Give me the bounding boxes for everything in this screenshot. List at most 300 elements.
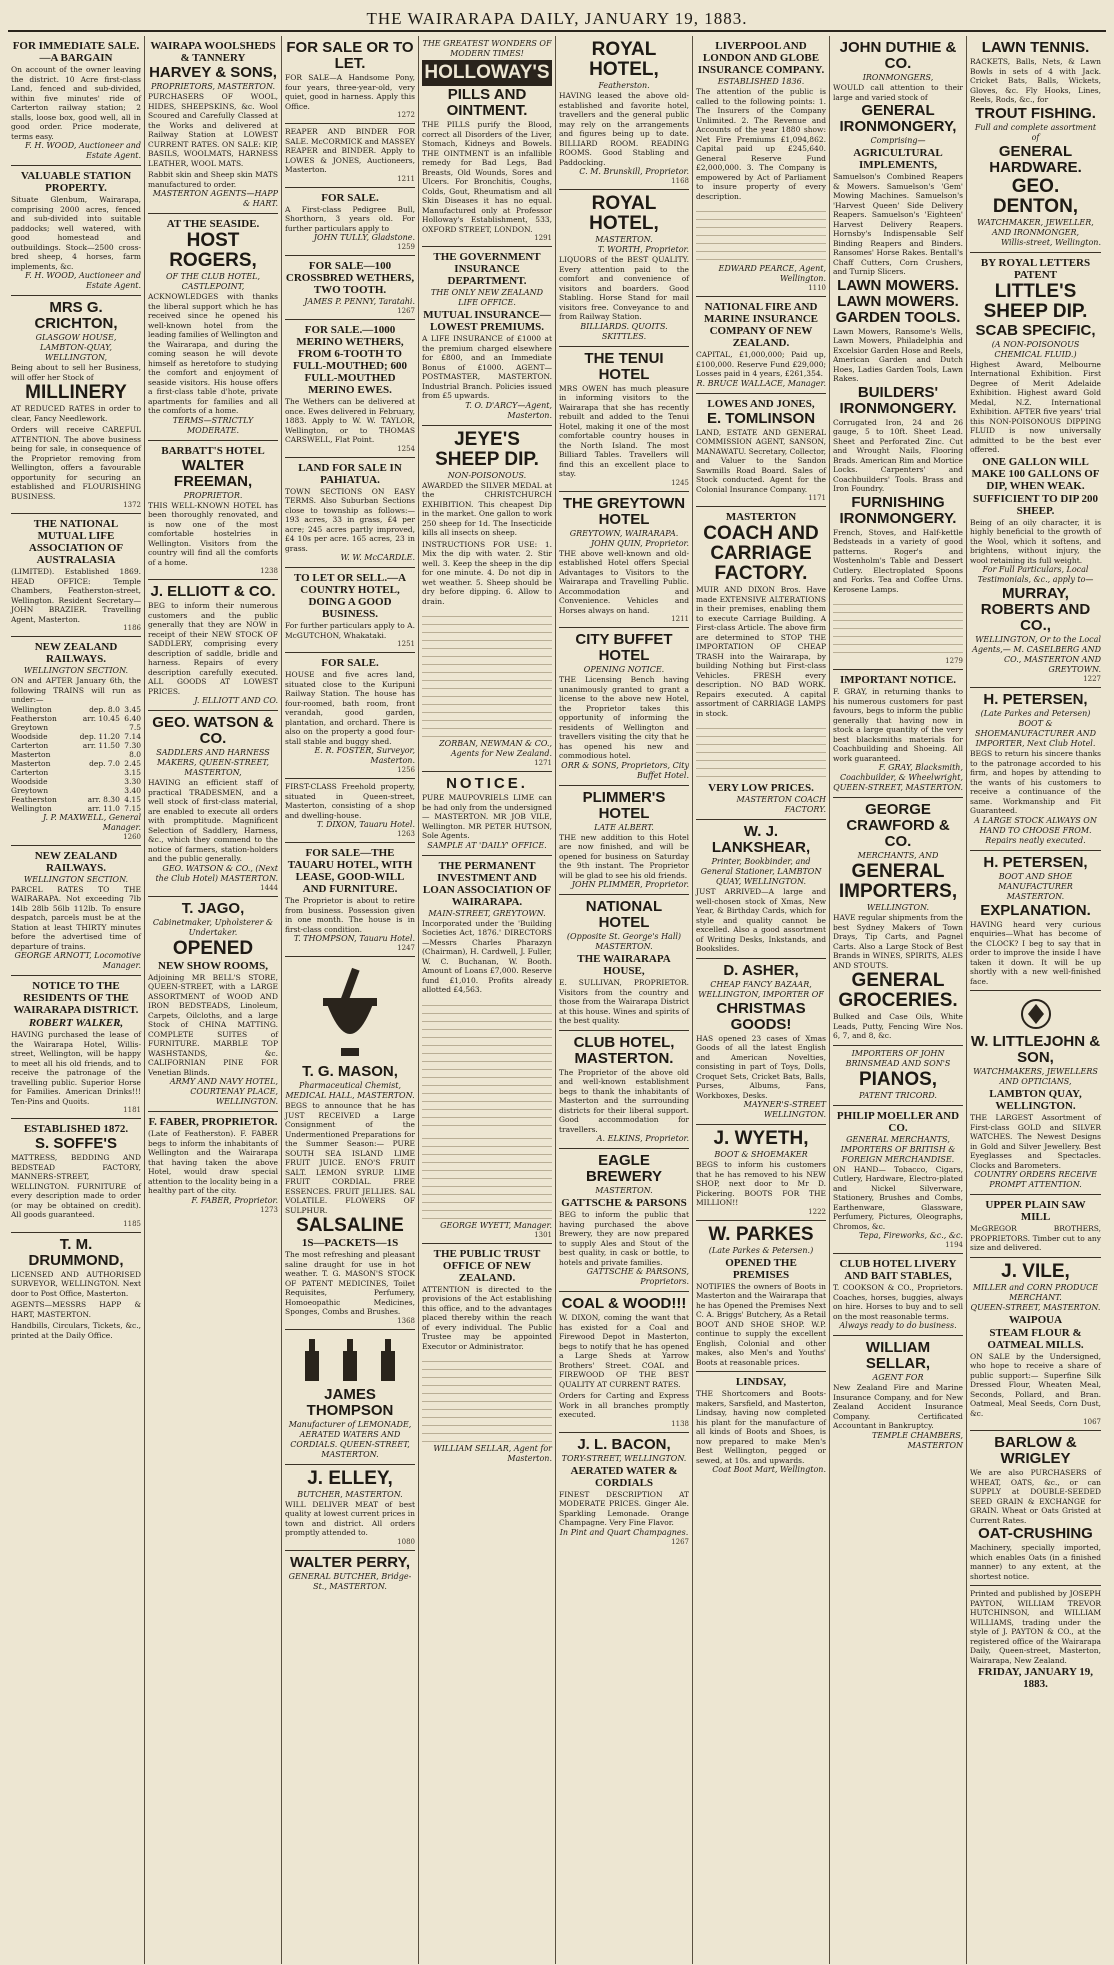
ad-title: LIVERPOOL AND LONDON AND GLOBE INSURANCE COMPANY. xyxy=(697,40,825,76)
ad-note: ON and AFTER January 6th, the following TRAINS will run as under:— xyxy=(11,676,141,704)
ad-title: J. WYETH, xyxy=(713,1128,809,1149)
ad-national-mutual xyxy=(11,514,141,637)
ad-signature: ZORBAN, NEWMAN & CO., Agents for New Zealand. xyxy=(439,739,552,758)
ad-title: FOR IMMEDIATE SALE.—A BARGAIN xyxy=(12,40,140,64)
ad-title: THE PUBLIC TRUST OFFICE OF NEW ZEALAND. xyxy=(433,1247,541,1284)
ad-signature: T. O. D'ARCY—Agent, Masterton. xyxy=(465,400,552,420)
ad-title: WILLIAM SELLAR, xyxy=(865,1339,931,1372)
ad-subtitle: TORY-STREET, WELLINGTON. xyxy=(561,1453,687,1463)
ad-number: 1267 xyxy=(397,307,415,315)
ad-soffe xyxy=(11,1119,141,1233)
ad-body: Adjoining MR BELL'S STORE, QUEEN-STREET, with a LARGE ASSORTMENT of WOOD AND IRON BEDSTEADS, Linoleum, Carpets, Oilcloths, and a large Stock of CHINA MATTING. COMPLETE SUITES of FURNITURE. MARBLE TOP WASHSTANDS, &c. CALIFORNIAN PINE FOR Venetian Blinds. xyxy=(148,972,278,1077)
ad-subtitle: ESTABLISHED 1836. xyxy=(717,77,805,86)
ad-number: 1222 xyxy=(808,1207,826,1216)
ad-title: CLUB HOTEL, MASTERTON. xyxy=(573,1033,675,1067)
station-name: Wellington xyxy=(11,803,52,813)
ad-number: 1211 xyxy=(397,174,415,183)
ad-line: A LARGE STOCK ALWAYS ON HAND TO CHOOSE FROM. Repairs neatly executed. xyxy=(974,815,1097,845)
ad-subtitle: AGENT FOR xyxy=(872,1373,924,1382)
timetable-row xyxy=(11,741,141,750)
ad-notice-lime xyxy=(422,772,552,856)
text-block xyxy=(422,1354,552,1444)
ad-immediate-sale xyxy=(11,36,141,166)
ad-body: WOULD call attention to their large and varied stock of xyxy=(833,83,963,102)
ad-title: BARLOW & WRIGLEY xyxy=(994,1434,1077,1467)
ad-title: JOHN DUTHIE & CO. xyxy=(839,39,957,72)
ad-number: 1227 xyxy=(1083,675,1101,683)
ad-number: 1259 xyxy=(397,243,415,251)
ad-number: 1168 xyxy=(671,177,689,185)
ad-moeller xyxy=(833,1106,963,1255)
ad-name: S. SOFFE'S xyxy=(35,1135,117,1152)
ad-subtitle: (Opposite St. George's Hall) MASTERTON. xyxy=(566,932,682,951)
ad-body: Lawn Mowers, Ransome's Wells, Lawn Mowers, Philadelphia and Excelsior Garden Hose and Reels, American Garden and Dutch Hoes, Ladies Garden Tools, Lawn Rakes. xyxy=(833,326,963,383)
ad-line: Orders for Carting and Express Work in all branches promptly executed. xyxy=(559,1391,689,1419)
ad-number: 1110 xyxy=(808,284,826,292)
ad-number: 1260 xyxy=(123,832,141,841)
masthead-title: THE WAIRARAPA DAILY, JANUARY 19, 1883. xyxy=(8,8,1106,32)
column-7 xyxy=(830,36,967,1964)
ad-jago xyxy=(148,897,278,1113)
station-name: Masterton xyxy=(11,758,51,768)
ad-subtitle: BUTCHER, MASTERTON. xyxy=(297,1489,403,1499)
ad-title: THE TENUI HOTEL xyxy=(584,349,664,383)
ad-body: BEGS to announce that he has JUST RECEIVED a Large Consignment of the Undermentioned Preparations for the Summer Season:— PURE SOUTH SEA ISLAND LIME FRUIT JUICE. ENO'S FRUIT SALT. LEMON SYRUP. LIME FRUIT CORDIAL. FREE ESSENCES. FRUIT JELLIES. SAL VOLATILE. FLOWERS OF SULPHUR. xyxy=(285,1101,415,1215)
ad-signature: WELLINGTON, Or to the Local Agents,— M. CASELBERG AND CO., MASTERTON AND GREYTOWN. xyxy=(972,635,1101,674)
ad-body: LICENSED AND AUTHORISED SURVEYOR, WELLINGTON. Next door to Post Office, Masterton. xyxy=(11,1269,141,1298)
columns xyxy=(8,36,1106,1964)
ad-title: FOR SALE. xyxy=(321,191,379,204)
ad-subtitle: THE ONLY NEW ZEALAND LIFE OFFICE. xyxy=(430,288,544,307)
station-name: Featherston xyxy=(11,794,57,804)
ad-body: The attention of the public is called to the following points: 1. The Insurers of the Company Unlimited. 2. The Revenue and Accounts of the year 1880 show: Net Fire Premiums £1,094,862. Capital paid up £245,640. General Reserve Fund £2,000,000. 3. The Company is empowered by Act of Parliament to insure property of every description. xyxy=(696,87,826,201)
ad-body: JUST ARRIVED—A large and well-chosen stock of Xmas, New Year, & Birthday Cards, which for style and quality cannot be excelled. Also a good assortment of Writing Desks, Inkstands, and Bookslides. xyxy=(696,887,826,953)
ad-body: FOR SALE—A Handsome Pony, four years, three-year-old, very quiet, good in harness. Apply this Office. xyxy=(285,73,415,111)
station-name: Carterton xyxy=(11,740,49,750)
ad-body: CAPITAL, £1,000,000; Paid up, £100,000. Reserve Fund £29,000; Losses paid in 4 years, £261,354. xyxy=(696,350,826,378)
ad-body: BEG to inform the public that having purchased the above Brewery, they are now prepared to supply Ales and Stout of the best quality, in cask or bottle, to hotels and private families. xyxy=(559,1210,689,1267)
ad-signature: A. ELKINS, Proprietor. xyxy=(596,1134,689,1143)
ad-drummond xyxy=(11,1233,141,1345)
column-3 xyxy=(282,36,419,1964)
ad-body: Being of an oily character, it is highly beneficial to the growth of the Wool, which it softens, and brightens, without injury, the wool retaining its full weight. xyxy=(970,517,1101,565)
ad-line: COUNTRY ORDERS RECEIVE PROMPT ATTENTION. xyxy=(974,1170,1097,1189)
ad-section-title: FURNISHING IRONMONGERY. xyxy=(839,493,957,527)
ad-subtitle: THE GREATEST WONDERS OF MODERN TIMES! xyxy=(422,39,552,58)
train-time: dep. 11.20 xyxy=(79,731,120,741)
ad-pony-for-sale xyxy=(285,36,415,124)
ad-title: NATIONAL FIRE AND MARINE INSURANCE COMPANY OF NEW ZEALAND. xyxy=(704,301,818,349)
ad-subtitle: MERCHANTS, AND xyxy=(857,851,939,860)
station-name: Wellington xyxy=(11,704,52,714)
ad-subtitle: MASTERTON. xyxy=(595,1186,653,1195)
ad-title: NOTICE TO THE RESIDENTS OF THE WAIRARAPA DISTRICT. xyxy=(13,980,139,1016)
ad-subtitle: MILLER and CORN PRODUCE MERCHANT. xyxy=(972,1282,1099,1302)
ad-body: HAVING heard very curious enquiries—What has become of the CLOCK? I beg to say that in order to improve the inside I have taken it down. It will be up shortly with a new well-finished face. xyxy=(970,919,1101,986)
ad-line: SUFFICIENT TO DIP 200 SHEEP. xyxy=(972,492,1098,517)
ad-body: MATTRESS, BEDDING AND BEDSTEAD FACTORY, MANNERS-STREET, WELLINGTON. FURNITURE of every description made to order (or may be obtained on credit). All goods guaranteed. xyxy=(11,1153,141,1219)
ad-body: LAND, ESTATE AND GENERAL COMMISSION AGENT, SANSON, MANAWATU. Secretary, Collector, and Valuer to the Sandon Sawmills Road Board. Sales of Stock conducted. Agent for the Colonial Insurance Company. xyxy=(696,427,826,494)
ad-body: Machinery, specially imported, which enables Oats (in a finished manner) to any extent, at the shortest notice. xyxy=(970,1543,1101,1581)
ad-signature: Tepa, Fireworks, &c., &c. xyxy=(859,1231,963,1240)
ad-title: PLIMMER'S HOTEL xyxy=(582,788,666,822)
ad-eagle-brewery xyxy=(559,1149,689,1292)
ad-headline: GENERAL HARDWARE. xyxy=(989,142,1082,176)
ad-name: ROBERT WALKER, xyxy=(28,1017,124,1029)
ad-crichton xyxy=(11,296,141,514)
ad-subtitle: MAIN-STREET, GREYTOWN. xyxy=(428,908,546,918)
ad-lankshear xyxy=(696,820,826,959)
ad-title: THE PERMANENT INVESTMENT AND LOAN ASSOCIATION OF WAIRARAPA. xyxy=(422,859,552,908)
ad-number: 1171 xyxy=(808,494,826,502)
ad-body: RACKETS, Balls, Nets, & Lawn Bowls in sets of 4 with Jack. Cricket Bats, Balls, Wickets, Gloves, &c. Fly Hooks, Lines, Reels, Rods, &c., for xyxy=(970,57,1101,104)
ad-signature: T. THOMPSON, Tauaru Hotel. xyxy=(293,934,415,943)
ad-title: MRS G. CRICHTON, xyxy=(34,299,118,332)
ad-elliott xyxy=(148,580,278,711)
ad-headline: CHRISTMAS GOODS! xyxy=(716,999,806,1033)
ad-body: WILL DELIVER MEAT of best quality at lowest current prices in town and district. All orders promptly attended to. xyxy=(285,1499,415,1537)
ad-royal-featherston xyxy=(559,36,689,190)
ad-number: 1211 xyxy=(671,615,689,623)
ad-number: 1372 xyxy=(123,501,141,509)
train-time: 3.40 xyxy=(124,785,141,795)
ad-body: AWARDED the SILVER MEDAL at the CHRISTCHURCH EXHIBITION. This cheapest Dip in the market. One gallon to work 250 sheep for 1d. The Insecticide kills all insects on sheep. xyxy=(422,480,552,537)
train-time: dep. 8.0 xyxy=(89,704,120,714)
ad-parkes xyxy=(696,1221,826,1373)
ad-faber xyxy=(148,1112,278,1218)
ad-title: IMPORTANT NOTICE. xyxy=(840,674,956,686)
ad-title: BY ROYAL LETTERS PATENT xyxy=(980,256,1091,281)
ad-reaper xyxy=(285,124,415,188)
ad-signature: Willis-street, Wellington. xyxy=(1000,237,1101,247)
ad-subtitle: Printer, Bookbinder, and General Stationer, LAMBTON QUAY, WELLINGTON. xyxy=(700,857,822,886)
ad-title: T. JAGO, xyxy=(181,899,245,917)
ad-body: Orders will receive CAREFUL ATTENTION. The above business being for sale, in consequence of the Proprietor removing from Wellington, offers a favourable opportunity for securing an established and FLOURISHING BUSINESS. xyxy=(11,425,141,501)
ad-signature: JOHN PLIMMER, Proprietor. xyxy=(571,880,689,889)
ad-signature: T. DIXON, Tauaru Hotel. xyxy=(316,820,415,829)
ad-title: FOR SALE—100 CROSSBRED WETHERS, TWO TOOTH. xyxy=(285,260,415,296)
ad-section-title: SCAB SPECIFIC, xyxy=(975,321,1096,339)
ad-petersen-explanation xyxy=(970,851,1101,992)
ad-body: MRS OWEN has much pleasure in informing visitors to the Wairarapa that she has recently rebuilt and added to the Tenui Hotel, making it one of the most comfortable country houses in the North Island. The most Billiard Tables. Travellers will find this an excellent place to stay. xyxy=(559,383,689,478)
ad-subtitle: PATENT TRICORD. xyxy=(859,1090,937,1100)
ad-house-for-sale xyxy=(285,653,415,779)
ad-body: ACKNOWLEDGES with thanks the liberal support which he has received since he opened his well-known hotel from the leading families of Wellington and the Wairarapa, and during the coming season he will devote himself as heretofore to studying the comfort and enjoyment of seaside visitors. His house offers a first-class table d'hote, private apartments for families and all the comforts of a home. xyxy=(148,292,278,415)
ad-barlow-wrigley xyxy=(970,1431,1101,1586)
ad-signature: GEORGE ARNOTT, Locomotive Manager. xyxy=(14,951,141,970)
ad-littlejohn xyxy=(970,991,1101,1195)
ad-signature: Coat Boot Mart, Wellington. xyxy=(712,1465,826,1474)
ad-body: The Proprietor is about to retire from business. Possession given in one month. The house is in first-class condition. xyxy=(285,896,415,934)
ad-body: The most refreshing and pleasant saline draught for use in hot weather. T. G. MASON'S STOCK OF PATENT MEDICINES, Toilet Requisites, Perfumery, Homoeopathic Medicines, Sponges, Combs and Brushes. xyxy=(285,1250,415,1316)
ad-body: We are also PURCHASERS of WHEAT, OATS, &c., or can SUPPLY at DOUBLE-SEEDED SEED GRAIN & EXCHANGE for GRAIN. Wheat or Oats Gristed at Current Rates. xyxy=(970,1468,1101,1525)
ad-body: THE LARGEST Assortment of First-class GOLD and SILVER WATCHES. The Newest Designs in Gold and Silver Jewellery. Best Eyeglasses and Spectacles. Clocks and Barometers. xyxy=(970,1113,1101,1170)
ad-asher xyxy=(696,959,826,1126)
ad-number: 1247 xyxy=(397,944,415,952)
ad-line: WELLINGTON. xyxy=(866,903,930,912)
train-time xyxy=(69,786,120,795)
ad-body: A First-class Pedigree Bull, Shorthorn, 3 years old. For further particulars apply to xyxy=(285,204,415,233)
ad-body: Samuelson's Combined Reapers & Mowers. Samuelson's 'Gem' Mowing Machines. Samuelson's 'Harvest Queen' Side Delivery Reapers. Samuelson's 'Eighteen' Harvest Delivery Reapers. Hornsby's Indispensable Self Binding Reapers and Binders. Ransomes' Horse Rakes. Bentall's Chaff Cutters, Corn Crushers, and Turnip Slicers. xyxy=(833,172,963,276)
ad-harvey-sons xyxy=(148,36,278,214)
ad-subtitle: Pharmaceutical Chemist, MEDICAL HALL, MASTERTON. xyxy=(285,1081,415,1100)
ad-title: NOTICE. xyxy=(446,775,528,792)
ad-section-title: GENERAL GROCERIES. xyxy=(838,970,958,1011)
ad-plimmer-hotel xyxy=(559,786,689,896)
ad-headline: HARVEY & SONS, xyxy=(149,64,277,81)
ad-body: ATTENTION is directed to the provisions of the Act establishing this office, and to the advantages placed thereby within the reach of every individual. The Public Trustee may be appointed Executor or Administrator. xyxy=(422,1284,552,1351)
column-6 xyxy=(693,36,830,1964)
ad-number: 1368 xyxy=(397,1316,415,1325)
ad-body: REAPER AND BINDER FOR SALE. McCORMICK and MASSEY REAPER and BINDER. Apply to LOWES & JONES, Auctioneers, Masterton. xyxy=(285,127,415,174)
ad-freehold xyxy=(285,779,415,843)
ad-coal-wood xyxy=(559,1292,689,1433)
ad-tauaru-hotel xyxy=(285,843,415,957)
ad-subtitle: LATE ALBERT. xyxy=(594,822,654,832)
ad-headline: WALTER FREEMAN, xyxy=(173,456,253,490)
ad-merino-wethers xyxy=(285,320,415,458)
ad-number: 1080 xyxy=(397,1537,415,1546)
train-time: 7.15 xyxy=(124,803,141,813)
ad-body: PURCHASERS OF WOOL, HIDES, SHEEPSKINS, &c. Wool Scoured and Carefully Classed at the Works and delivered at Railway Station at LOWEST CURRENT RATES. ON SALE: KIP, BASILS, WOOLMATS, HARNESS LEATHER, WOOL MATS. xyxy=(148,92,278,168)
ad-title: J. ELLEY, xyxy=(307,1467,393,1489)
ad-body: On account of the owner leaving the district. 10 Acre first-class Land, fenced and sub-divided, within five minutes' ride of Carterton railway station; 2 stalls, loose box, good well, all in good order. Price moderate, terms easy. xyxy=(11,65,141,141)
ad-title: W. J. LANKSHEAR, xyxy=(711,823,811,856)
ad-subtitle: Featherston. xyxy=(598,81,650,90)
ad-title: JAMES THOMPSON xyxy=(306,1385,394,1419)
timetable-row xyxy=(11,795,141,804)
ad-title: FOR SALE.—1000 MERINO WETHERS, FROM 6-TOOTH TO FULL-MOUTHED; 600 FULL-MOUTHED MERINO EWES. xyxy=(293,324,407,396)
ad-signature: EDWARD PEARCE, Agent, Wellington. xyxy=(718,264,826,283)
ad-subtitle: WELLINGTON SECTION. xyxy=(23,874,129,884)
ad-body: Bulked and Case Oils, White Leads, Putty, Fencing Wire Nos. 6, 7, and 8, &c. xyxy=(833,1012,963,1040)
ad-line: Comprising— xyxy=(870,136,926,145)
column-2 xyxy=(145,36,282,1964)
ad-seaside xyxy=(148,214,278,441)
station-name: Masterton xyxy=(11,749,51,759)
ad-section-title: WAIPOUA xyxy=(1008,1313,1063,1326)
ad-body: PARCEL RATES TO THE WAIRARAPA. Not exceeding 7lb 14lb 28lb 56lb 112lb. To ensure despatch, parcels must be at the Station at least THIRTY minutes before the advertised time of departure of trains. xyxy=(11,884,141,951)
ad-subtitle: NON-POISONOUS. xyxy=(447,470,527,480)
ad-club-stables xyxy=(833,1254,963,1336)
ad-footer: Handbills, Circulars, Tickets, &c., printed at the Daily Office. xyxy=(11,1321,141,1340)
ad-subtitle: WATCHMAKER, JEWELLER, AND IRONMONGER, xyxy=(977,217,1094,237)
ad-title: PHILIP MOELLER AND CO. xyxy=(836,1109,960,1134)
train-time xyxy=(69,777,120,786)
ad-number: 1272 xyxy=(397,111,415,119)
ad-title: THE NATIONAL MUTUAL LIFE ASSOCIATION OF AUSTRALASIA xyxy=(28,518,124,566)
ad-body: TOWN SECTIONS ON EASY TERMS. Also Suburban Sections close to township as follows:— 193 acres, 33 in grass, £4 per acre; 245 acres partly improved, £4 10s per acre. 165 acres, 23 in grass. xyxy=(285,486,415,553)
ad-subtitle: Manufacturer of LEMONADE, AERATED WATERS AND CORDIALS. QUEEN-STREET, MASTERTON. xyxy=(288,1419,412,1459)
ad-sellar xyxy=(833,1336,963,1455)
ad-body: The Proprietor of the above old and well-known establishment begs to thank the inhabitants of Masterton and the surrounding districts for their liberal support. Good accommodation for travellers. xyxy=(559,1067,689,1134)
ad-title: WALTER PERRY, xyxy=(289,1553,410,1571)
ad-body: FINEST DESCRIPTION AT MODERATE PRICES. Ginger Ale. Sparkling Lemonade. Orange Champagne. Very Fine Flavor. xyxy=(559,1489,689,1527)
ad-body: HAVING an efficient staff of practical TRADESMEN, and a well stock of first-class material, are enabled to execute all orders with promptitude. Magnificent Selection of Saddlery, Harness, &c., which they commend to the notice of farmers, station-holders and the public generally. xyxy=(148,778,278,863)
ad-body: THIS WELL-KNOWN HOTEL has been thoroughly renovated, and is now one of the most comfortable hostelries in Wellington. Visitors from the country will find all the comforts of a home. xyxy=(148,500,278,567)
ad-subtitle: PROPRIETOR. xyxy=(183,490,243,500)
ad-body: MUIR AND DIXON Bros. Have made EXTENSIVE ALTERATIONS in their premises, enabling them to execute Carriage Building. A First-class Article. The above firm are determined to STOP THE IMPORTATION OF CHEAP TRASH into the Wairarapa, by building Nothing but First-class Vehicles. FRESH every description. NO BAD WORK. Repairs executed. A capital assortment of CARRIAGE LAMPS in stock. xyxy=(696,585,826,718)
train-time xyxy=(69,750,120,759)
ad-line: In Pint and Quart Champagnes. xyxy=(559,1527,689,1537)
ad-line: LAMBTON QUAY, WELLINGTON. xyxy=(989,1088,1082,1112)
ad-body: ON HAND— Tobacco, Cigars, Cutlery, Hardware, Electro-plated and Nickel Silverware, Stationery, Brushes and Combs, Earthenware, Glassware, Perfumery, Pictures, Oleographs, Chromos, &c. xyxy=(833,1164,963,1231)
train-time: 3.45 xyxy=(124,704,141,714)
ad-littles-dip xyxy=(970,253,1101,689)
bottles-icon xyxy=(295,1335,405,1385)
ad-number: 1263 xyxy=(397,830,415,838)
ad-line: TERMS—STRICTLY MODERATE. xyxy=(172,415,254,435)
ad-body: BEGS to return his sincere thanks to the patronage accorded to his firm, and hopes by attending to the wants of his customers to receive a continuance of the same. Workmanship and Fit Guaranteed. xyxy=(970,749,1101,815)
ad-liverpool-insurance xyxy=(696,36,826,297)
ad-signature: F. GRAY, Blacksmith, Coachbuilder, & Wheelwright, QUEEN-STREET, MASTERTON. xyxy=(833,763,963,792)
ad-signature: GEO. WATSON & CO., (Next the Club Hotel) MASTERTON. xyxy=(155,863,278,883)
ad-number: 1444 xyxy=(260,883,278,892)
imprint-date: FRIDAY, JANUARY 19, 1883. xyxy=(977,1666,1094,1690)
ad-signature: JOHN TULLY, Gladstone. xyxy=(313,233,415,242)
ad-number: 1273 xyxy=(260,1205,278,1214)
ad-headline: OPENED THE PREMISES xyxy=(725,1256,797,1281)
ad-body: HAS opened 23 cases of Xmas Goods of all the latest English and American Novelties, consisting in part of Toys, Dolls, Croquet Sets, Cricket Bats, Balls, Purses, Albums, Fans, Workboxes, Desks. xyxy=(696,1033,826,1100)
station-name: Greytown xyxy=(11,785,49,795)
ad-line: Always ready to do business. xyxy=(839,1321,957,1330)
station-name: Featherston xyxy=(11,713,57,723)
ad-holloway xyxy=(422,36,552,247)
ad-railways-timetable xyxy=(11,637,141,846)
ad-signature: J. ELLIOTT AND CO. xyxy=(194,696,278,705)
ad-title: NEW ZEALAND RAILWAYS. xyxy=(34,641,118,665)
timetable-row xyxy=(11,759,141,768)
ad-headline: HOST ROGERS, xyxy=(169,230,257,271)
timetable-row xyxy=(11,732,141,741)
ad-number: 1279 xyxy=(945,657,963,665)
ad-subtitle: (Late Parkes & Petersen.) xyxy=(708,1245,814,1255)
ad-line: Rabbit skin and Sheep skin MATS manufactured to order. xyxy=(148,170,278,189)
ad-title: JEYE'S SHEEP DIP. xyxy=(435,428,539,470)
ad-section-title: AGRICULTURAL IMPLEMENTS, xyxy=(853,147,943,171)
ad-barbatt xyxy=(148,441,278,581)
ad-title: T. G. MASON, xyxy=(302,1063,398,1080)
train-time: arr. 8.30 xyxy=(87,794,120,804)
ad-club-hotel xyxy=(559,1031,689,1150)
ad-body: Incorporated under the 'Building Societies Act, 1876.' DIRECTORS—Messrs Charles Pharazyn (Chairman), H. Cardwell, J. Fuller, W. C. Buchanan, W. Booth. Amount of Loans £7,000. Reserve fund £1,010. Profits already allotted £4,563. xyxy=(422,918,552,994)
ad-line: For Full Particulars, Local Testimonials, &c., apply to— xyxy=(977,565,1094,584)
ad-body: BEG to inform their numerous customers and the public generally that they are NOW in receipt of their NEW STOCK OF SADDLERY, comprising every description of saddle, bridle and harness. Repairs of every description carefully executed. ALL GOODS AT LOWEST PRICES. xyxy=(148,601,278,696)
ad-number: 1138 xyxy=(671,1419,689,1428)
ad-subtitle: GENERAL BUTCHER, Bridge-St., MASTERTON. xyxy=(288,1571,412,1591)
ad-title: J. VILE, xyxy=(1001,1260,1070,1282)
ad-subtitle: SADDLERS AND HARNESS MAKERS, QUEEN-STREET, MASTERTON, xyxy=(156,748,270,777)
ad-subtitle: BOOT & SHOEMAKER xyxy=(714,1150,808,1159)
ad-title: LAWN TENNIS. xyxy=(981,39,1090,56)
ad-crawford xyxy=(833,798,963,1046)
ad-notice-walker xyxy=(11,976,141,1119)
ad-title: H. PETERSEN, xyxy=(983,853,1088,871)
text-block xyxy=(422,998,552,1128)
ad-title: LOWES AND JONES, xyxy=(707,397,815,410)
ad-lowes-jones xyxy=(696,394,826,508)
ad-signature: WILLIAM SELLAR, Agent for Masterton. xyxy=(433,1444,552,1463)
ad-title: COAL & WOOD!!! xyxy=(561,1295,687,1312)
ad-subtitle: GENERAL MERCHANTS, IMPORTERS OF BRITISH & FOREIGN MERCHANDISE. xyxy=(840,1134,956,1164)
ad-land-pahiatua xyxy=(285,458,415,569)
ad-elley xyxy=(285,1465,415,1551)
ad-headline: ONE GALLON WILL MAKE 100 GALLONS OF DIP, WHEN WEAK. xyxy=(971,455,1100,492)
train-time: arr. 11.50 xyxy=(82,740,120,750)
ad-title: FOR SALE—THE TAUARU HOTEL, WITH LEASE, GOOD-WILL AND FURNITURE. xyxy=(287,847,413,895)
ad-body: McGREGOR BROTHERS, PROPRIETORS. Timber cut to any size and delivered. xyxy=(970,1224,1101,1252)
train-time: 6.40 xyxy=(124,713,141,723)
ad-government-insurance xyxy=(422,247,552,426)
ad-title: ROYAL HOTEL, xyxy=(589,193,659,234)
ad-headline: COACH AND CARRIAGE FACTORY. xyxy=(703,523,819,584)
ad-subtitle: PROPRIETORS, MASTERTON. xyxy=(150,82,275,91)
ad-title: VALUABLE STATION PROPERTY. xyxy=(20,170,132,194)
ad-title: ESTABLISHED 1872. xyxy=(23,1123,129,1135)
ad-headline: EXPLANATION. xyxy=(980,901,1091,919)
ad-signature: MAYNER'S-STREET WELLINGTON. xyxy=(743,1100,826,1119)
ad-signature: ARMY AND NAVY HOTEL, COURTENAY PLACE, WELLINGTON. xyxy=(169,1077,278,1106)
ad-body: The Wethers can be delivered at once. Ewes delivered in February, 1883. Apply to W. W. TAYLOR, Wellington, or to THOMAS CARSWELL, Flat Point. xyxy=(285,397,415,444)
ad-body: Corrugated Iron, 24 and 26 gauge, 5 to 10ft. Sheet Lead. Sheet and Perforated Zinc. Cut and Wrought Nails, Flooring Brads. American Rim and Mortice Locks. Carpenters' and Coachbuilders' Tools. Brass and Iron Foundry. xyxy=(833,417,963,493)
timetable-row xyxy=(11,750,141,759)
train-time: 7.30 xyxy=(124,740,141,750)
column-1 xyxy=(8,36,145,1964)
train-time xyxy=(69,723,120,732)
ad-body: NOTIFIES the owners of Boots in Masterton and the Wairarapa that he has Opened the Premises Next C. A. Briggs' Butchery, As a Retail BOOT AND SHOE SHOP. W.P. continue to supply the excellent English, Colonial and other makes, also Men's and Youths' Boots at reasonable prices. xyxy=(696,1281,826,1367)
ad-title: H. PETERSEN, xyxy=(983,691,1088,708)
ad-body: THE above well-known and old-established Hotel offers Special Advantages to Visitors to the Wairarapa and Travelling Public. Accommodation and Convenience. Vehicles and Horses always on hand. xyxy=(559,548,689,615)
text-block xyxy=(422,1131,552,1221)
station-name: Carterton xyxy=(11,767,49,777)
ad-line: AGENTS—MESSRS HAPP & HART, MASTERTON. xyxy=(11,1300,141,1319)
ad-hotel-to-let xyxy=(285,568,415,653)
ad-title: W. PARKES xyxy=(708,1223,814,1245)
ad-signature: SAMPLE AT 'DAILY' OFFICE. xyxy=(427,840,547,850)
ad-signature: F. H. WOOD, Auctioneer and Estate Agent. xyxy=(24,271,141,290)
ad-lindsay xyxy=(696,1372,826,1479)
ad-title: HOLLOWAY'S xyxy=(422,60,552,86)
ad-vile xyxy=(970,1258,1101,1432)
ad-number: 1181 xyxy=(123,1106,141,1114)
text-block xyxy=(696,204,826,264)
train-time xyxy=(69,768,120,777)
ad-title: LINDSAY, xyxy=(735,1376,787,1388)
mortar-pestle-icon xyxy=(315,964,385,1060)
ad-title: FOR SALE OR TO LET. xyxy=(286,39,414,72)
ad-body: HAVING purchased the lease of the Wairarapa Hotel, Willis-street, Wellington, will be happy to meet all his old friends, and to receive the patronage of the travelling public. Superior Horse for Families. American Drinks!!! Ten-Pins and Quoits. xyxy=(11,1030,141,1106)
imprint xyxy=(970,1586,1101,1695)
ad-body: (Late of Featherston). F. FABER begs to inform the inhabitants of Wellington and the Wairarapa that having taken the above Hotel, would draw special attention to the locality being in a healthy part of the city. xyxy=(148,1129,278,1195)
station-name: Woodside xyxy=(11,776,48,786)
timetable-row xyxy=(11,705,141,714)
ad-signature: GATTSCHE & PARSONS, Proprietors. xyxy=(586,1267,689,1286)
train-time: 7.14 xyxy=(124,731,141,741)
ad-thompson xyxy=(285,1330,415,1465)
ad-title: BARBATT'S HOTEL xyxy=(161,444,265,457)
ad-title: WAIRAPA WOOLSHEDS & TANNERY xyxy=(150,40,276,64)
ad-title: MASTERTON xyxy=(725,511,797,523)
ad-body: FIRST-CLASS Freehold property, situated in Queen-street, Masterton, consisting of a shop and dwelling-house. xyxy=(285,782,415,820)
ad-title: D. ASHER, xyxy=(723,961,799,979)
ad-station-property xyxy=(11,166,141,296)
timetable-row xyxy=(11,723,141,732)
train-time: 2.45 xyxy=(124,758,141,768)
ad-number: 1271 xyxy=(534,759,552,767)
ad-royal-masterton xyxy=(559,190,689,347)
ad-subtitle: OF THE CLUB HOTEL, CASTLEPOINT, xyxy=(165,272,261,291)
ad-title: ROYAL HOTEL, xyxy=(589,39,659,80)
